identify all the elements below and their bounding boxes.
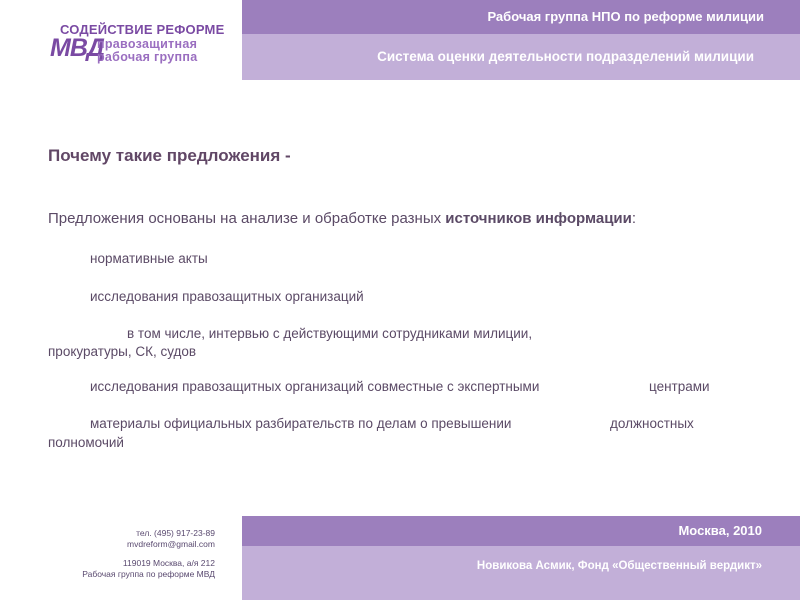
item-acts: нормативные акты (90, 251, 208, 266)
item-interviews-line1: в том числе, интервью с действующими сотрудниками милиции, (127, 326, 533, 341)
logo-line2: правозащитная (97, 37, 198, 51)
logo-mvd: МВД (50, 34, 104, 62)
slide-heading: Почему такие предложения - (48, 146, 291, 165)
footer-band-bottom (242, 546, 800, 600)
logo (50, 22, 230, 72)
item-interviews-line2: прокуратуры, СК, судов (48, 344, 197, 359)
item-materials: материалы официальных разбирательств по делам о превышении (90, 416, 512, 431)
item-hr-research: исследования правозащитных организаций (90, 289, 364, 304)
footer-address: 119019 Москва, а/я 212 (122, 558, 215, 568)
footer-email: mvdreform@gmail.com (127, 539, 215, 549)
header-group-title: Рабочая группа НПО по реформе милиции (487, 9, 764, 24)
intro-paragraph (48, 210, 636, 227)
header-band-bottom (242, 34, 800, 80)
intro-prefix: Предложения основаны на анализе и обработке разных (48, 210, 446, 227)
item-joint-research-end: центрами (649, 379, 710, 394)
header-band-top (242, 0, 800, 34)
item-joint-research: исследования правозащитных организаций совместные с экспертными (90, 379, 540, 394)
logo-line1: СОДЕЙСТВИЕ РЕФОРМЕ (60, 22, 225, 37)
footer-band-top (242, 516, 800, 546)
footer-contacts (40, 528, 215, 580)
header-system-title: Система оценки деятельности подразделений милиции (377, 49, 754, 64)
footer-city: Москва, 2010 (678, 523, 762, 538)
footer-org: Рабочая группа по реформе МВД (82, 569, 215, 579)
footer-author: Новикова Асмик, Фонд «Общественный вердикт» (476, 560, 762, 572)
footer-phone: тел. (495) 917-23-89 (136, 528, 215, 538)
logo-line3: рабочая группа (97, 50, 198, 64)
item-materials-end: должностных (610, 416, 694, 431)
intro-highlight: источников информации (445, 210, 632, 227)
intro-suffix: : (631, 210, 637, 227)
item-materials-line2: полномочий (48, 435, 124, 450)
